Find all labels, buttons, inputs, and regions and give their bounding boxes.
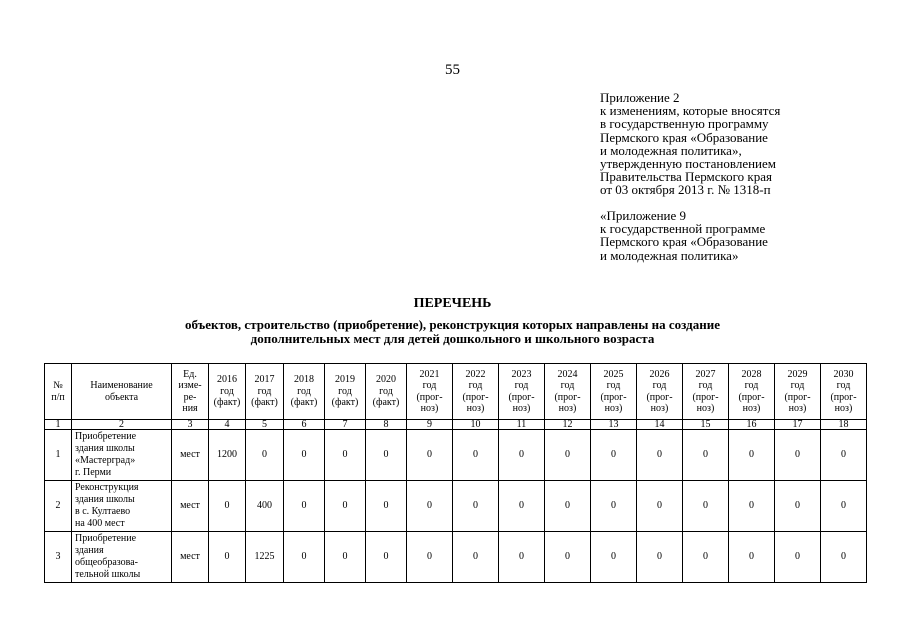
column-header: 2021 год (прог- ноз)	[407, 364, 453, 420]
column-header: 2029 год (прог- ноз)	[775, 364, 821, 420]
column-header: 2023 год (прог- ноз)	[499, 364, 545, 420]
unit-cell: мест	[172, 532, 209, 583]
value-cell: 0	[729, 532, 775, 583]
column-header: 2020 год (факт)	[366, 364, 407, 420]
object-name: Реконструкция здания школы в с. Култаево на 400 мест	[72, 481, 172, 532]
value-cell: 0	[683, 532, 729, 583]
value-cell: 0	[545, 430, 591, 481]
column-header: 2018 год (факт)	[284, 364, 325, 420]
column-header: 2022 год (прог- ноз)	[453, 364, 499, 420]
row-number: 2	[45, 481, 72, 532]
value-cell: 0	[821, 430, 867, 481]
column-number: 9	[407, 420, 453, 430]
value-cell: 0	[499, 481, 545, 532]
objects-table	[44, 363, 867, 583]
document-subtitle	[100, 318, 805, 345]
table-header-row	[45, 364, 867, 420]
value-cell: 0	[366, 430, 407, 481]
column-header: 2016 год (факт)	[209, 364, 246, 420]
value-cell: 0	[325, 532, 366, 583]
column-number: 11	[499, 420, 545, 430]
column-number: 5	[246, 420, 284, 430]
appendix-block-2	[600, 209, 900, 262]
column-header: 2024 год (прог- ноз)	[545, 364, 591, 420]
appendix-block	[600, 91, 900, 197]
value-cell: 0	[683, 481, 729, 532]
value-cell: 0	[453, 481, 499, 532]
value-cell: 0	[591, 481, 637, 532]
value-cell: 0	[591, 430, 637, 481]
column-header: 2030 год (прог- ноз)	[821, 364, 867, 420]
value-cell: 1200	[209, 430, 246, 481]
table-row	[45, 532, 867, 583]
value-cell: 0	[821, 481, 867, 532]
unit-cell: мест	[172, 481, 209, 532]
value-cell: 0	[453, 430, 499, 481]
appendix-line: к изменениям, которые вносятся	[600, 103, 781, 119]
value-cell: 0	[637, 481, 683, 532]
column-header: Ед. изме- ре- ния	[172, 364, 209, 420]
column-number: 1	[45, 420, 72, 430]
value-cell: 0	[821, 532, 867, 583]
value-cell: 0	[545, 532, 591, 583]
value-cell: 0	[453, 532, 499, 583]
value-cell: 0	[284, 532, 325, 583]
column-header: 2017 год (факт)	[246, 364, 284, 420]
appendix-line: утвержденную постановлением	[600, 156, 777, 172]
table-row	[45, 481, 867, 532]
appendix-line: и молодежная политика»	[600, 247, 739, 263]
value-cell: 1225	[246, 532, 284, 583]
column-number: 13	[591, 420, 637, 430]
column-number: 2	[72, 420, 172, 430]
column-number: 8	[366, 420, 407, 430]
value-cell: 0	[407, 430, 453, 481]
value-cell: 0	[325, 430, 366, 481]
appendix-line: в государственную программу	[600, 116, 769, 132]
object-name: Приобретение здания общеобразова- тельной школы	[72, 532, 172, 583]
value-cell: 0	[775, 430, 821, 481]
value-cell: 0	[637, 430, 683, 481]
value-cell: 0	[366, 481, 407, 532]
appendix-line: Приложение 2	[600, 90, 680, 105]
column-number: 18	[821, 420, 867, 430]
column-number-row	[45, 420, 867, 430]
appendix-line: от 03 октября 2013 г. № 1318-п	[600, 182, 771, 198]
value-cell: 0	[366, 532, 407, 583]
value-cell: 0	[407, 532, 453, 583]
column-number: 7	[325, 420, 366, 430]
value-cell: 0	[683, 430, 729, 481]
value-cell: 0	[637, 532, 683, 583]
column-number: 3	[172, 420, 209, 430]
column-header: 2025 год (прог- ноз)	[591, 364, 637, 420]
subtitle-line: дополнительных мест для детей дошкольного и школьного возраста	[250, 330, 655, 346]
column-number: 12	[545, 420, 591, 430]
value-cell: 0	[729, 430, 775, 481]
value-cell: 0	[284, 481, 325, 532]
value-cell: 0	[209, 481, 246, 532]
value-cell: 0	[729, 481, 775, 532]
column-header: 2028 год (прог- ноз)	[729, 364, 775, 420]
value-cell: 0	[775, 532, 821, 583]
object-name: Приобретение здания школы «Мастерград» г. Перми	[72, 430, 172, 481]
appendix-line: «Приложение 9	[600, 208, 687, 223]
column-header: 2026 год (прог- ноз)	[637, 364, 683, 420]
column-number: 10	[453, 420, 499, 430]
value-cell: 0	[499, 532, 545, 583]
value-cell: 0	[499, 430, 545, 481]
value-cell: 0	[407, 481, 453, 532]
column-header: Наименование объекта	[72, 364, 172, 420]
subtitle-line: объектов, строительство (приобретение), реконструкция которых направлены на создание	[185, 317, 720, 332]
column-header: 2027 год (прог- ноз)	[683, 364, 729, 420]
table-row	[45, 430, 867, 481]
value-cell: 0	[284, 430, 325, 481]
column-header: № п/п	[45, 364, 72, 420]
document-title: ПЕРЕЧЕНЬ	[413, 296, 492, 311]
row-number: 3	[45, 532, 72, 583]
column-header: 2019 год (факт)	[325, 364, 366, 420]
column-number: 6	[284, 420, 325, 430]
appendix-line: Пермского края «Образование	[600, 234, 768, 250]
unit-cell: мест	[172, 430, 209, 481]
column-number: 17	[775, 420, 821, 430]
value-cell: 400	[246, 481, 284, 532]
value-cell: 0	[545, 481, 591, 532]
row-number: 1	[45, 430, 72, 481]
appendix-line: Пермского края «Образование	[600, 129, 768, 145]
value-cell: 0	[775, 481, 821, 532]
column-number: 16	[729, 420, 775, 430]
value-cell: 0	[209, 532, 246, 583]
value-cell: 0	[325, 481, 366, 532]
page-number: 55	[445, 62, 460, 78]
column-number: 14	[637, 420, 683, 430]
column-number: 15	[683, 420, 729, 430]
value-cell: 0	[246, 430, 284, 481]
appendix-line: к государственной программе	[600, 221, 766, 237]
value-cell: 0	[591, 532, 637, 583]
appendix-line: и молодежная политика»,	[600, 142, 742, 158]
appendix-line: Правительства Пермского края	[600, 169, 772, 185]
column-number: 4	[209, 420, 246, 430]
